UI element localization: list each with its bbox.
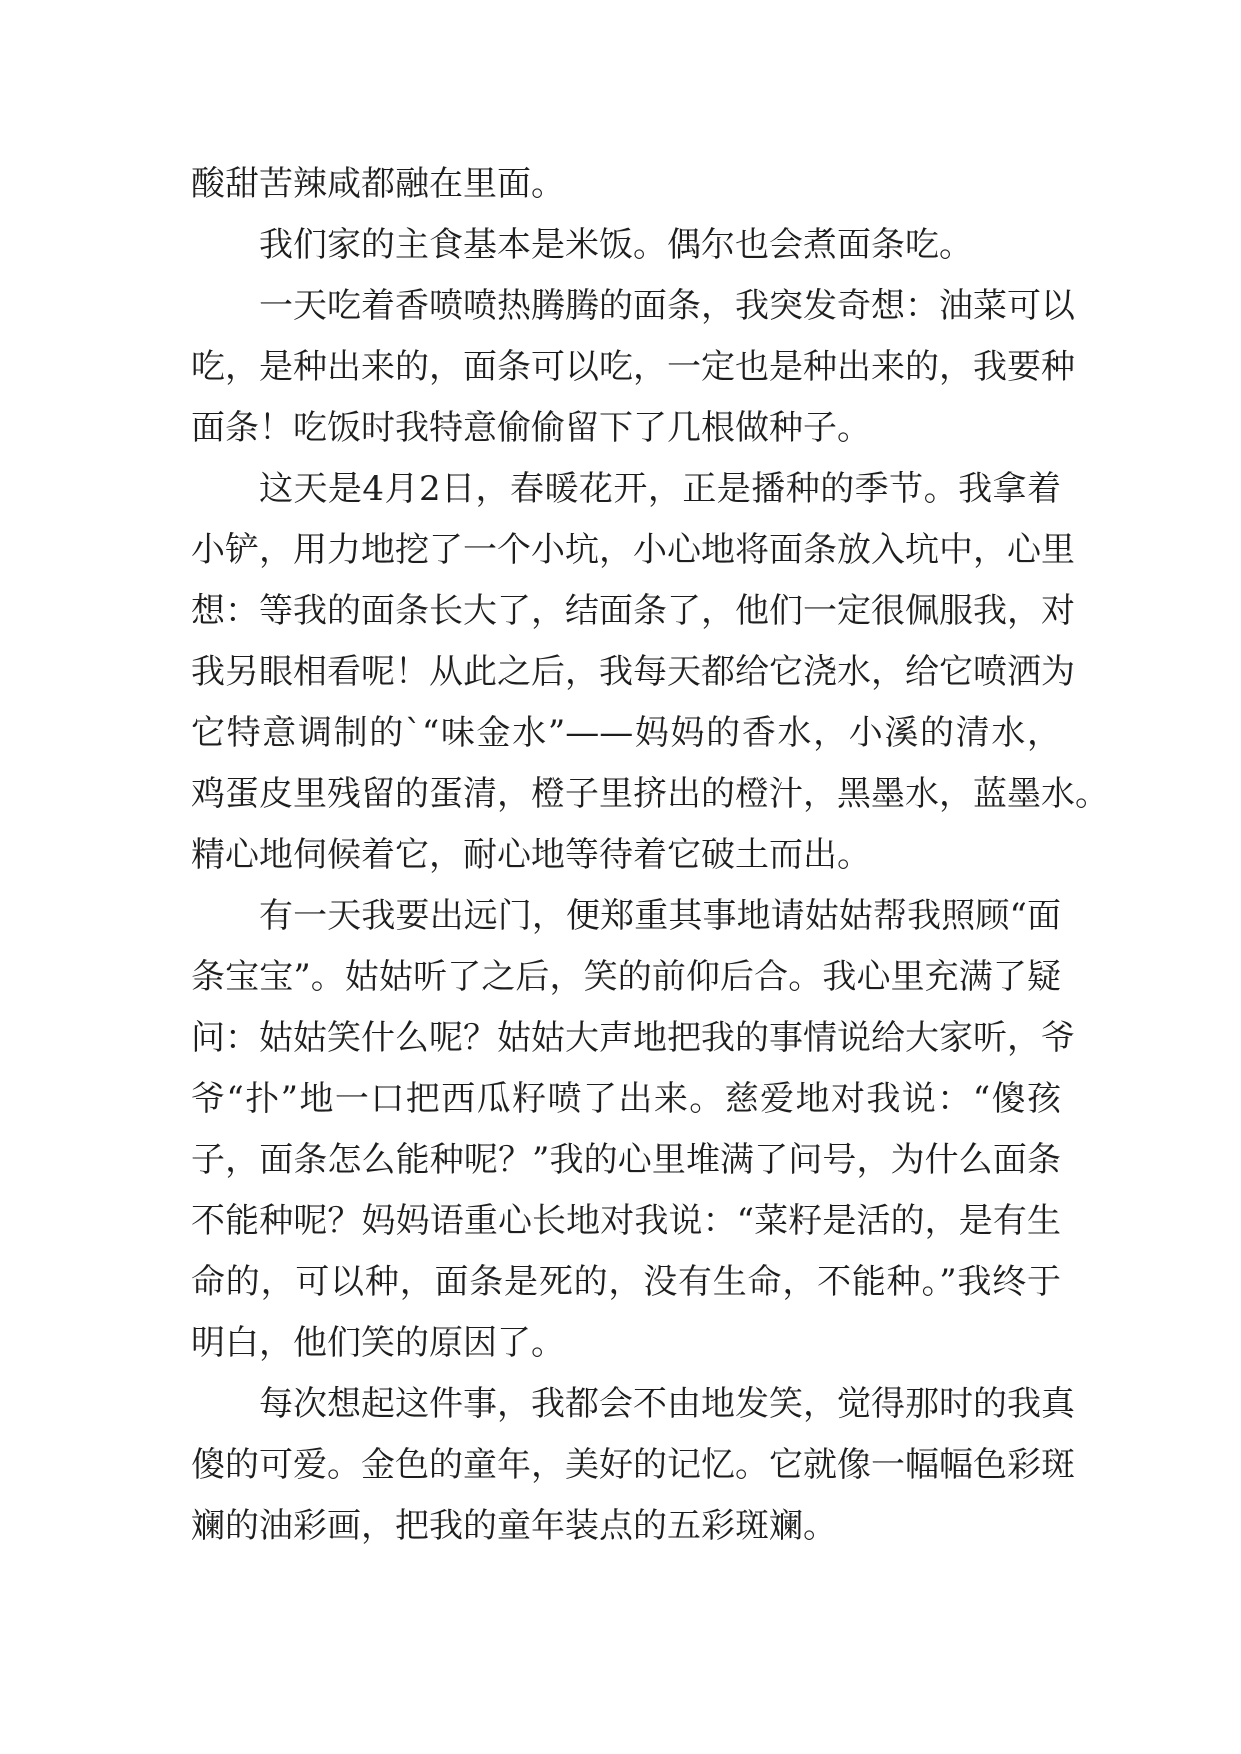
- text-line: 爷“扑”地一口把西瓜籽喷了出来。慈爱地对我说：“傻孩: [191, 1079, 1061, 1119]
- text-line: 小铲，用力地挖了一个小坑，小心地将面条放入坑中，心里: [191, 530, 1075, 570]
- text-line: 想：等我的面条长大了，结面条了，他们一定很佩服我，对: [191, 591, 1075, 631]
- text-line: 不能种呢？妈妈语重心长地对我说：“菜籽是活的，是有生: [191, 1201, 1061, 1241]
- text-line: 精心地伺候着它，耐心地等待着它破土而出。: [191, 835, 871, 875]
- text-line: 斓的油彩画，把我的童年装点的五彩斑斓。: [191, 1506, 837, 1546]
- text-line: 它特意调制的`“味金水”——妈妈的香水，小溪的清水，: [191, 713, 1061, 753]
- body-text: [191, 154, 1109, 1557]
- text-line: 面条！吃饭时我特意偷偷留下了几根做种子。: [191, 408, 871, 448]
- text-line: 酸甜苦辣咸都融在里面。: [191, 164, 565, 204]
- text-line: 条宝宝”。姑姑听了之后，笑的前仰后合。我心里充满了疑: [191, 957, 1061, 997]
- text-line: 吃，是种出来的，面条可以吃，一定也是种出来的，我要种: [191, 347, 1075, 387]
- text-line: 我们家的主食基本是米饭。偶尔也会煮面条吃。: [259, 225, 973, 265]
- text-line: 每次想起这件事，我都会不由地发笑，觉得那时的我真: [259, 1384, 1075, 1424]
- text-line: 有一天我要出远门，便郑重其事地请姑姑帮我照顾“面: [259, 896, 1061, 936]
- text-line: 我另眼相看呢！从此之后，我每天都给它浇水，给它喷洒为: [191, 652, 1075, 692]
- text-line: 傻的可爱。金色的童年，美好的记忆。它就像一幅幅色彩斑: [191, 1445, 1075, 1485]
- text-line: 命的，可以种，面条是死的，没有生命，不能种。”我终于: [191, 1262, 1061, 1302]
- text-line: 这天是4月2日，春暖花开，正是播种的季节。我拿着: [259, 469, 1061, 509]
- text-line: 子，面条怎么能种呢？”我的心里堆满了问号，为什么面条: [191, 1140, 1061, 1180]
- text-line: 一天吃着香喷喷热腾腾的面条，我突发奇想：油菜可以: [259, 286, 1075, 326]
- text-line: 明白，他们笑的原因了。: [191, 1323, 565, 1363]
- text-line: 问：姑姑笑什么呢？姑姑大声地把我的事情说给大家听，爷: [191, 1018, 1075, 1058]
- text-line: 鸡蛋皮里残留的蛋清，橙子里挤出的橙汁，黑墨水，蓝墨水。: [191, 774, 1109, 814]
